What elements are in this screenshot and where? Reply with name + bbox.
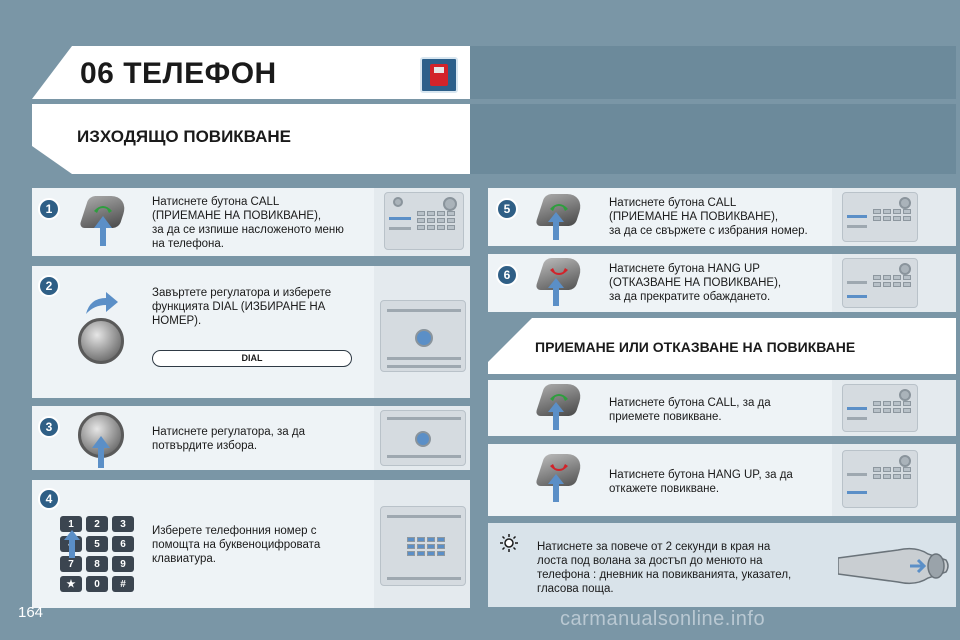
step-5-text: Натиснете бутона CALL (ПРИЕМАНЕ НА ПОВИКВАНЕ), за да се свържете с избрания номер.	[609, 197, 808, 237]
press-arrow-icon	[64, 530, 80, 558]
console-thumbnail-4	[380, 506, 466, 586]
keypad-key: 8	[86, 556, 108, 572]
keypad-key: 9	[112, 556, 134, 572]
step-badge-5: 5	[496, 198, 518, 220]
light-bulb-icon	[499, 533, 519, 553]
keypad-key: 6	[112, 536, 134, 552]
console-thumbnail-6	[842, 258, 918, 308]
step-6-text: Натиснете бутона HANG UP (ОТКАЗВАНЕ НА ПОВИКВАНЕ), за да прекратите обаждането.	[609, 263, 782, 303]
dial-pill: DIAL	[152, 350, 352, 367]
press-arrow-icon	[548, 474, 564, 502]
keypad-key: #	[112, 576, 134, 592]
console-thumbnail-8	[842, 450, 918, 508]
keypad-key: ★	[60, 576, 82, 592]
watermark: carmanualsonline.info	[560, 608, 766, 630]
section-title: ИЗХОДЯЩО ПОВИКВАНЕ	[77, 127, 292, 146]
press-arrow-icon	[548, 278, 564, 306]
page-title: 06 ТЕЛЕФОН	[80, 57, 277, 90]
press-arrow-icon	[548, 212, 564, 240]
phone-cube-icon	[420, 57, 458, 93]
handset-red-icon	[548, 266, 570, 278]
step-badge-1: 1	[38, 198, 60, 220]
keypad-key: 1	[60, 516, 82, 532]
rotate-arrow-icon	[84, 292, 118, 316]
keypad-key: 5	[86, 536, 108, 552]
step-badge-3: 3	[38, 416, 60, 438]
step-1-text: Натиснете бутона CALL (ПРИЕМАНЕ НА ПОВИКВАНЕ), за да се изпише насложеното меню на телефона.	[152, 196, 344, 250]
dial-knob-icon	[78, 318, 124, 364]
header-band-dark	[470, 46, 956, 99]
reject-text: Натиснете бутона HANG UP, за да откажете повикване.	[609, 469, 793, 495]
console-thumbnail-2	[380, 300, 466, 372]
handset-red-icon	[548, 462, 570, 474]
keypad-key: 7	[60, 556, 82, 572]
subtitle-band-dark	[470, 104, 956, 174]
console-thumbnail-5	[842, 192, 918, 242]
press-arrow-icon	[92, 436, 110, 468]
step-2-text: Завъртете регулатора и изберете функцията DIAL (ИЗБИРАНЕ НА НОМЕР).	[152, 287, 332, 327]
keypad-key: 0	[86, 576, 108, 592]
console-thumbnail-7	[842, 384, 918, 432]
step-badge-4: 4	[38, 488, 60, 510]
accept-text: Натиснете бутона CALL, за да приемете повикване.	[609, 397, 771, 423]
section2-title: ПРИЕМАНЕ ИЛИ ОТКАЗВАНЕ НА ПОВИКВАНЕ	[535, 339, 856, 355]
console-thumbnail-1	[384, 192, 464, 250]
press-arrow-icon	[548, 402, 564, 430]
keypad-key: 2	[86, 516, 108, 532]
handset-green-icon	[92, 203, 114, 215]
console-thumbnail-3	[380, 410, 466, 466]
step-badge-6: 6	[496, 264, 518, 286]
tip-text: Натиснете за повече от 2 секунди в края на лоста под волана за достъп до менюто на телефона : дневник на повикванията, указател, гласова поща.	[537, 541, 792, 595]
step-badge-2: 2	[38, 275, 60, 297]
keypad-key: 3	[112, 516, 134, 532]
press-arrow-icon	[94, 216, 112, 246]
step-3-text: Натиснете регулатора, за да потвърдите избора.	[152, 426, 306, 452]
page-number: 164	[18, 604, 44, 621]
steering-stalk-icon	[838, 536, 950, 596]
step-4-text: Изберете телефонния номер с помощта на буквеноцифровата клавиатура.	[152, 525, 321, 565]
